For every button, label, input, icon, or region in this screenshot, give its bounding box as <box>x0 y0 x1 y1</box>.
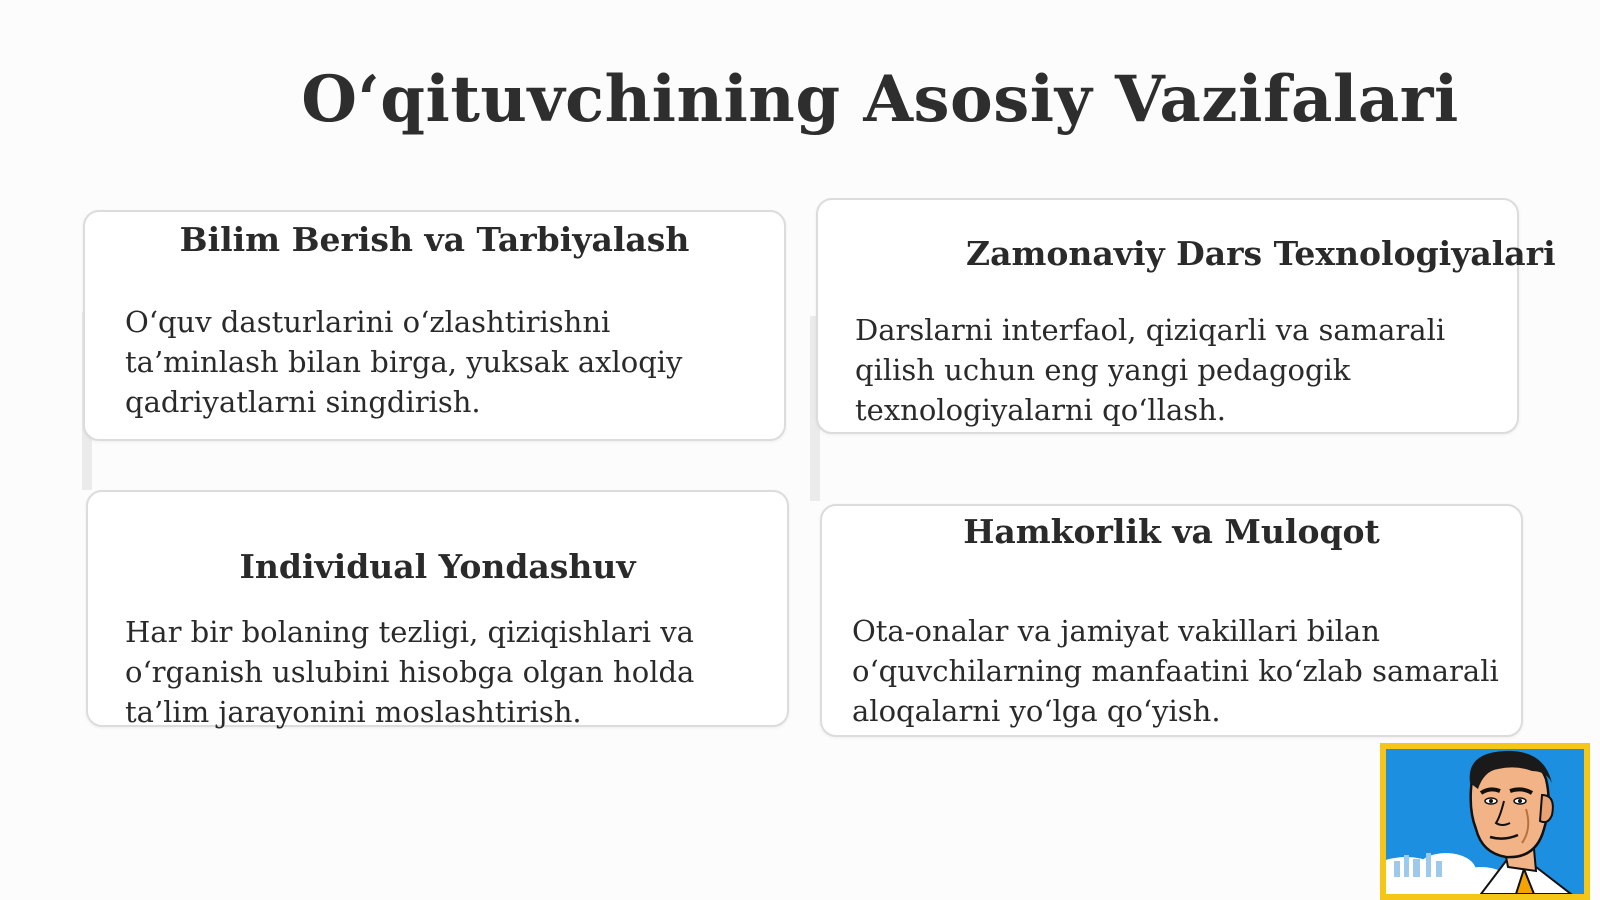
slide-title: O‘qituvchining Asosiy Vazifalari <box>301 62 1459 137</box>
portrait-drawing <box>1386 749 1584 894</box>
man-portrait-illustration <box>1380 743 1590 900</box>
card-heading: Individual Yondashuv <box>239 547 636 586</box>
card-heading: Hamkorlik va Muloqot <box>963 512 1380 551</box>
card-collaboration <box>820 504 1523 737</box>
card-heading: Zamonaviy Dars Texnologiyalari <box>966 234 1556 273</box>
card-knowledge-education <box>83 210 786 441</box>
card-text: Ota-onalar va jamiyat vakillari bilan o‘quvchilarning manfaatini ko‘zlab samarali aloqalarni yo‘lga qo‘yish. <box>852 614 1499 728</box>
card-heading: Bilim Berish va Tarbiyalash <box>179 220 690 259</box>
card-text: Darslarni interfaol, qiziqarli va samarali qilish uchun eng yangi pedagogik texnologiyalarni qo‘llash. <box>855 313 1446 427</box>
card-text: O‘quv dasturlarini o‘zlashtirishni ta’minlash bilan birga, yuksak axloqiy qadriyatlarni singdirish. <box>125 305 683 419</box>
card-modern-technologies <box>816 198 1556 434</box>
card-text: Har bir bolaning tezligi, qiziqishlari va o‘rganish uslubini hisobga olgan holda ta’lim jarayonini moslashtirish. <box>125 615 695 729</box>
card-individual-approach <box>86 490 789 727</box>
